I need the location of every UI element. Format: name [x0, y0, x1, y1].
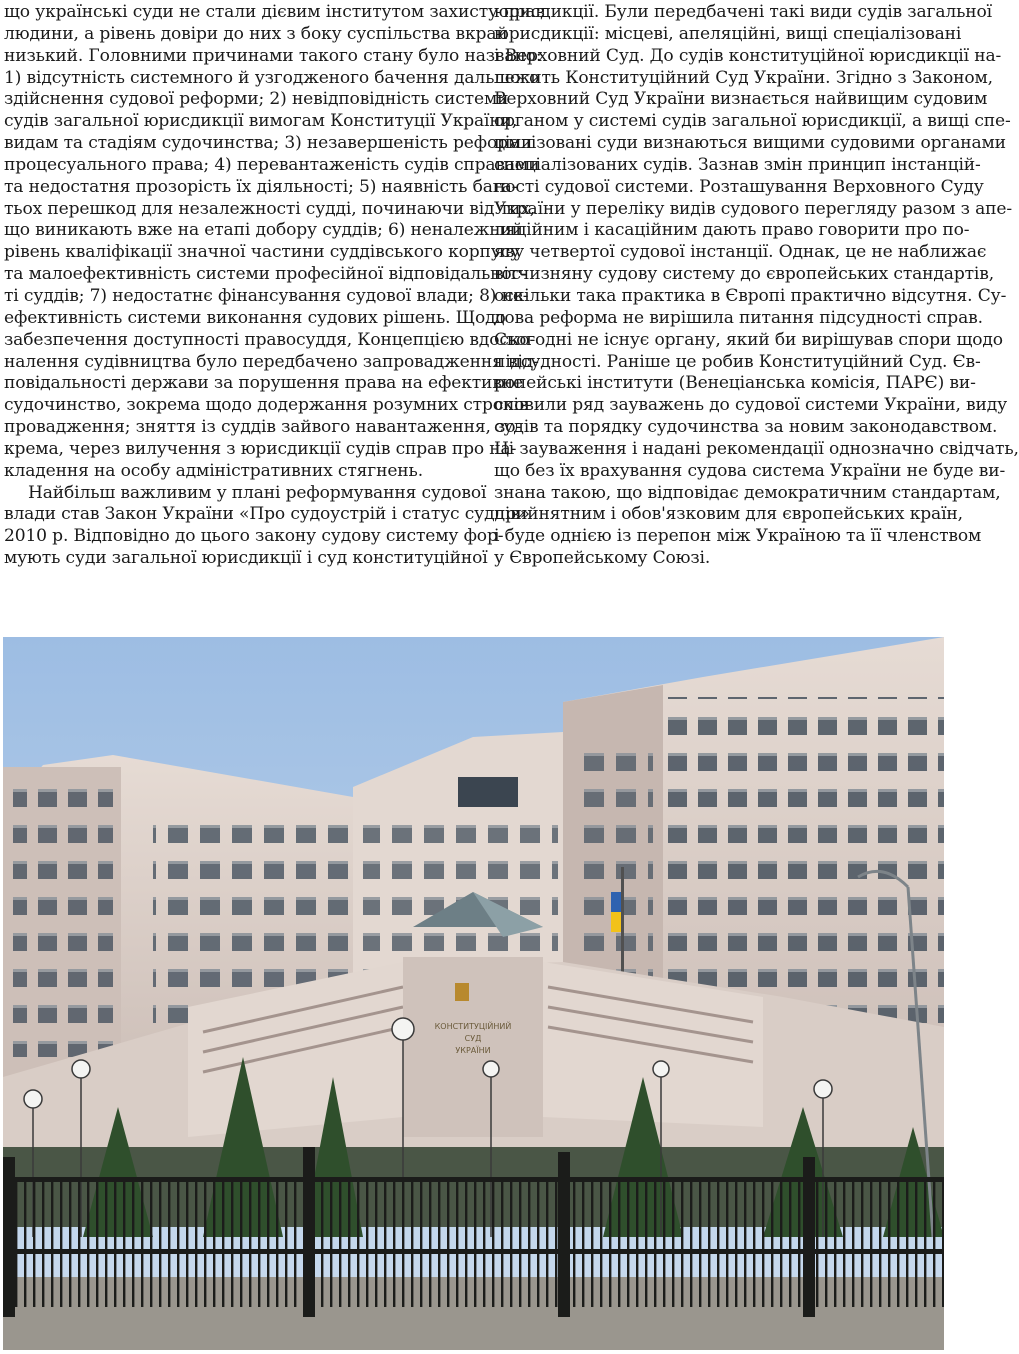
- text-line: прийнятним і обов'язковим для європейських країн,: [494, 504, 963, 525]
- text-line: рівень кваліфікації значної частини суддівського корпусу: [4, 242, 521, 263]
- text-line: мують суди загальної юрисдикції і суд конституційної: [4, 548, 488, 569]
- text-line: та малоефективність системи професійної відповідальнос-: [4, 264, 527, 285]
- photo-illustration: [3, 637, 944, 1350]
- text-line: провадження; зняття із суддів зайвого навантаження, зо-: [4, 417, 521, 438]
- text-line: ефективність системи виконання судових рішень. Щодо: [4, 307, 506, 328]
- text-line: ропейські інститути (Венеціанська комісія, ПАРЄ) ви-: [494, 373, 976, 394]
- text-line: що без їх врахування судова система України не буде ви-: [494, 460, 1006, 481]
- text-line: що виникають вже на етапі добору суддів; 6) неналежний: [4, 220, 523, 241]
- text-line: Верховний Суд України визнається найвищим судовим: [494, 89, 988, 110]
- text-line: підсудності. Раніше це робив Конституційний Суд. Єв-: [494, 351, 981, 372]
- text-line: низький. Головними причинами такого стану було названо:: [4, 45, 542, 66]
- text-line: ціалізовані суди визнаються вищими судовими органами: [494, 133, 1006, 154]
- text-line: України у переліку видів судового перегляду разом з апе-: [494, 198, 1013, 219]
- paragraph: [494, 2, 1019, 570]
- text-line: у Європейському Союзі.: [494, 548, 711, 569]
- text-line: влади став Закон України «Про судоустрій і статус суддів»: [4, 504, 530, 525]
- text-line: та недостатня прозорість їх діяльності; 5) наявність бага-: [4, 176, 518, 197]
- text-line: органом у системі судів загальної юрисдикції, а вищі спе-: [494, 111, 1011, 132]
- text-line: і буде однією із перепон між Україною та її членством: [494, 526, 982, 547]
- paragraph: [4, 482, 530, 570]
- text-line: лежить Конституційний Суд України. Згідно з Законом,: [494, 67, 993, 88]
- right-text-column: [494, 2, 1019, 570]
- constitutional-court-building-photo: [3, 637, 944, 1350]
- text-line: здійснення судової реформи; 2) невідповідність системи: [4, 89, 509, 110]
- sign-line-1: КОНСТИТУЦІЙНИЙ: [434, 1022, 512, 1031]
- text-line: забезпечення доступності правосуддя, Концепцією вдоско-: [4, 329, 536, 350]
- text-line: ності судової системи. Розташування Верховного Суду: [494, 176, 984, 197]
- text-line: Сьогодні не існує органу, який би вирішував спори щодо: [494, 329, 1003, 350]
- text-line: тьох перешкод для незалежності судді, починаючи від тих,: [4, 198, 536, 219]
- text-line: юрисдикції: місцеві, апеляційні, вищі спеціалізовані: [494, 23, 962, 44]
- text-line: спеціалізованих судів. Зазнав змін принцип інстанцій-: [494, 154, 981, 175]
- sign-line-3: УКРАЇНИ: [455, 1046, 491, 1055]
- flag-yellow: [611, 912, 621, 932]
- text-line: що українські суди не стали дієвим інститутом захисту прав: [4, 2, 545, 22]
- text-line: оскільки така практика в Європі практично відсутня. Су-: [494, 285, 1007, 306]
- text-line: яву четвертої судової інстанції. Однак, це не наближає: [494, 242, 987, 263]
- text-line: людини, а рівень довіри до них з боку суспільства вкрай: [4, 23, 508, 44]
- text-line: крема, через вилучення з юрисдикції судів справ про на-: [4, 438, 517, 459]
- text-line: судів загальної юрисдикції вимогам Конституції України,: [4, 111, 518, 132]
- text-line: Найбільш важливим у плані реформування судової: [28, 482, 487, 503]
- text-line: видам та стадіям судочинства; 3) незавершеність реформи: [4, 133, 533, 154]
- text-line: 1) відсутність системного й узгодженого бачення дальшого: [4, 67, 540, 88]
- paragraph: [4, 2, 545, 483]
- left-text-column: [4, 2, 545, 570]
- flag-blue: [611, 892, 621, 912]
- flagpole: [621, 867, 624, 977]
- text-line: словили ряд зауважень до судової системи України, виду: [494, 395, 1008, 416]
- text-line: ті суддів; 7) недостатнє фінансування судової влади; 8) не-: [4, 285, 529, 306]
- text-line: і Верховний Суд. До судів конституційної юрисдикції на-: [494, 45, 1002, 66]
- text-line: знана такою, що відповідає демократичним стандартам,: [494, 482, 1001, 503]
- text-line: 2010 р. Відповідно до цього закону судову систему фор-: [4, 526, 504, 547]
- text-line: дова реформа не вирішила питання підсудності справ.: [494, 307, 983, 328]
- text-line: налення судівництва було передбачено запровадження від-: [4, 351, 539, 372]
- text-line: повідальності держави за порушення права на ефективне: [4, 373, 523, 394]
- text-line: судів та порядку судочинства за новим законодавством.: [494, 417, 998, 438]
- text-line: Ці зауваження і надані рекомендації однозначно свідчать,: [494, 438, 1019, 459]
- text-line: судочинство, зокрема щодо додержання розумних строків: [4, 395, 529, 416]
- text-line: ляційним і касаційним дають право говорити про по-: [494, 220, 970, 241]
- text-line: юрисдикції. Були передбачені такі види судів загальної: [494, 2, 992, 22]
- trident-emblem: [455, 983, 469, 1001]
- text-line: вітчизняну судову систему до європейських стандартів,: [494, 264, 995, 285]
- sign-line-2: СУД: [464, 1034, 482, 1043]
- text-line: процесуального права; 4) перевантаженість судів справами: [4, 154, 540, 175]
- text-line: кладення на особу адміністративних стягнень.: [4, 460, 423, 481]
